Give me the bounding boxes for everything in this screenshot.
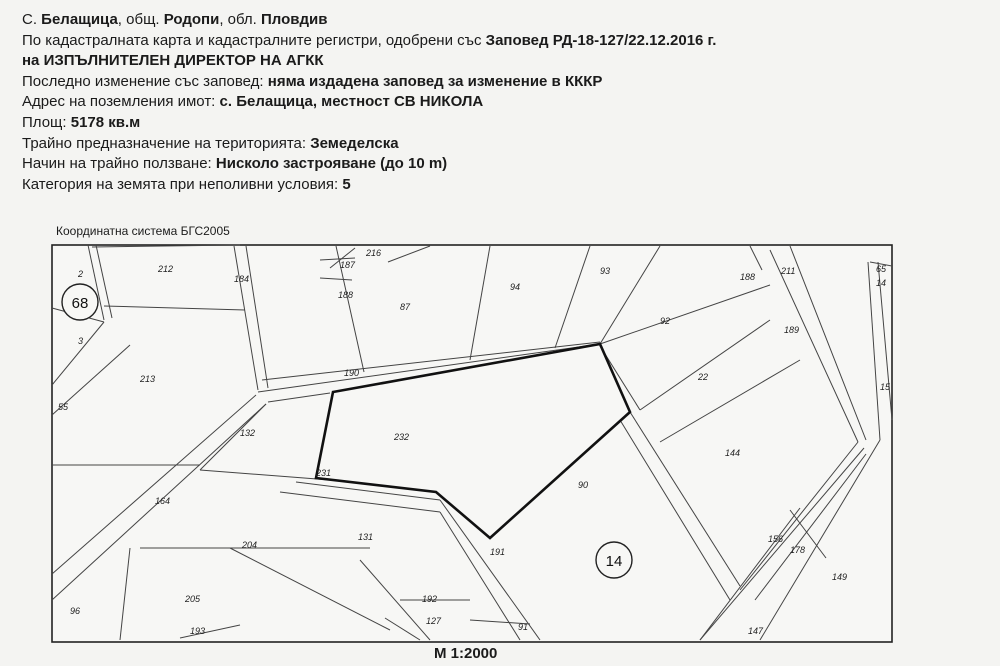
parcel-label: 147 [748, 626, 764, 636]
village-name: Белащица [41, 11, 118, 28]
parcel-label: 65 [876, 264, 887, 274]
parcel-label: 91 [518, 622, 529, 632]
region-name: Пловдив [261, 11, 328, 28]
parcel-label: 93 [600, 266, 611, 276]
coordinate-system-label: Координатна система БГС2005 [56, 224, 230, 238]
parcel-label: 213 [140, 374, 156, 384]
municipality-name: Родопи [163, 11, 220, 28]
parcel-label: 188 [740, 272, 756, 282]
parcel-label: 205 [185, 594, 201, 604]
parcel-label: 156 [768, 534, 784, 544]
address-value: с. Белащица, местност СВ НИКОЛА [219, 93, 484, 111]
parcel-label: 149 [832, 572, 848, 582]
settlement-prefix: С. [22, 11, 42, 28]
parcel-label: 212 [158, 264, 174, 274]
circle-label-68: 68 [71, 295, 89, 312]
parcel-label: 131 [358, 532, 374, 542]
parcel-label: 192 [422, 594, 438, 604]
parcel-label: 94 [510, 282, 521, 292]
map-scale-label: М 1:2000 [434, 645, 498, 662]
purpose-label: Трайно предназначение на територията: [22, 134, 311, 152]
parcel-label: 184 [234, 274, 250, 284]
parcel-label: 144 [725, 448, 741, 458]
approval-order: Заповед РД-18-127/22.12.2016 г. [485, 31, 717, 49]
last-change-value: няма издадена заповед за изменение в КККР [267, 72, 603, 90]
parcel-label: 15 [880, 382, 891, 392]
parcel-label: 22 [698, 372, 709, 382]
parcel-label: 189 [784, 325, 800, 335]
parcel-label: 90 [578, 480, 589, 490]
authority-text: на ИЗПЪЛНИТЕЛЕН ДИРЕКТОР НА АГКК [22, 52, 324, 70]
region-prefix: , обл. [219, 11, 261, 28]
parcel-label: 55 [58, 402, 69, 412]
parcel-label: 188 [338, 290, 354, 300]
last-change-label: Последно изменение със заповед: [22, 72, 268, 90]
usage-value: Нисколо застрояване (до 10 m) [215, 155, 448, 173]
parcel-label: 87 [400, 302, 411, 312]
area-label: Площ: [22, 113, 71, 131]
parcel-label: 164 [155, 496, 171, 506]
area-value: 5178 кв.м [70, 113, 141, 131]
parcel-label: 231 [316, 468, 332, 478]
municipality-prefix: , общ. [117, 11, 164, 28]
parcel-label: 92 [660, 316, 671, 326]
parcel-label: 191 [490, 547, 506, 557]
category-label: Категория на земята при неполивни условия: [22, 175, 343, 193]
parcel-label: 132 [240, 428, 256, 438]
parcel-label: 187 [340, 260, 356, 270]
parcel-label: 3 [78, 336, 84, 346]
parcel-label: 190 [344, 368, 360, 378]
purpose-value: Земеделска [310, 134, 399, 152]
map-frame [52, 245, 892, 642]
category-value: 5 [342, 175, 351, 193]
approval-text: По кадастралната карта и кадастралните регистри, одобрени със [22, 31, 486, 49]
circle-label-14: 14 [605, 553, 623, 570]
parcel-label: 127 [426, 616, 442, 626]
parcel-label: 204 [242, 540, 258, 550]
parcel-label: 96 [70, 606, 81, 616]
parcel-label: 211 [781, 266, 796, 276]
parcel-label: 232 [394, 432, 410, 442]
parcel-label: 193 [190, 626, 206, 636]
parcel-label: 178 [790, 545, 806, 555]
usage-label: Начин на трайно ползване: [22, 155, 216, 173]
parcel-label: 2 [78, 269, 84, 279]
parcel-label: 216 [366, 248, 382, 258]
address-label: Адрес на поземления имот: [22, 93, 220, 111]
parcel-label: 14 [876, 278, 887, 288]
